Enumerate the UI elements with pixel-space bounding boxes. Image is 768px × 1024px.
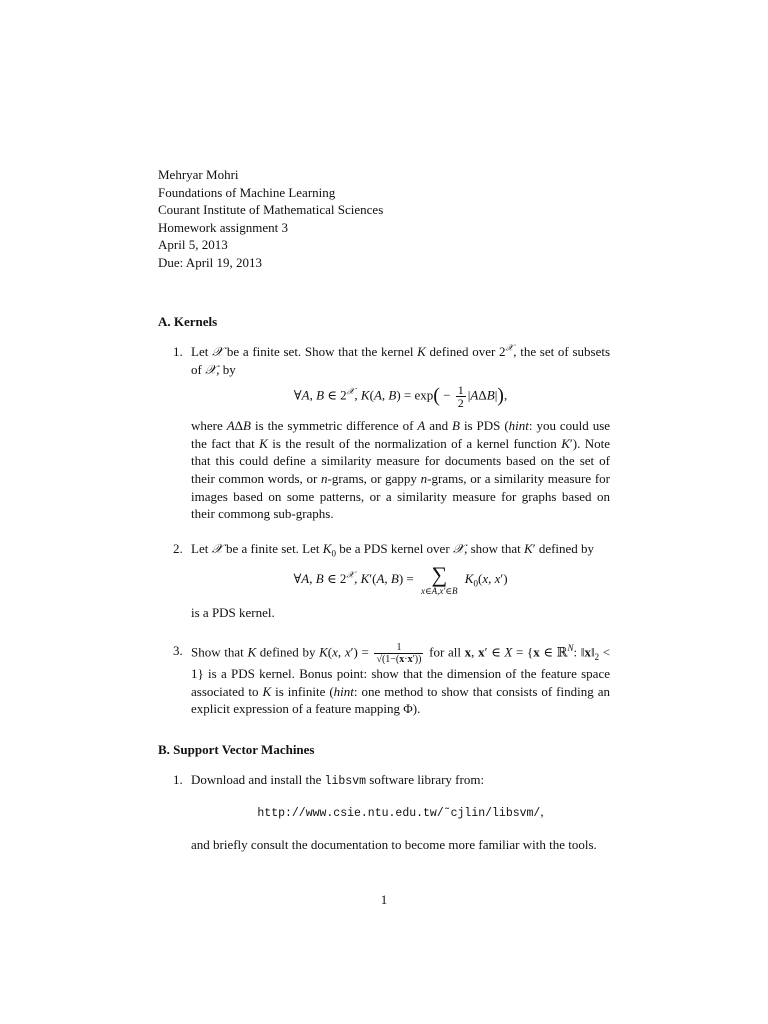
kernel-equation-2: ∀A, B ∈ $2^𝒳$, K′(A, B) = ∑ x∈A,x′∈B $K_0(x$, x′)	[293, 561, 508, 596]
page-number: 1	[380, 892, 388, 907]
item-body: Let 𝒳 be a finite set. Show that the kernel K defined over $2^𝒳$, the set of subsets of 𝒳, by ∀A, B ∈ $2^𝒳$, K(A, B) = exp( − $\frac{1}{2}$ |AΔB|), where AΔB is the symmetric difference of A and B is PDS (hint: you could use the fact that K is the result of the normalization of a kernel function K′). Note that this could define a similarity measure for documents based on the set of their common words, or n-grams, or gappy n-grams, or a similarity measure for images based on some patterns, or a similarity measure for graphs based on their commong sub-graphs.	[191, 342, 611, 522]
libsvm-url[interactable]: http://www.csie.ntu.edu.tw/˜cjlin/libsvm/	[257, 806, 541, 820]
item-body: Download and install the libsvm software library from: http://www.csie.ntu.edu.tw/˜cjlin/libsvm/, and briefly consult the documentation to become more familiar with the tools.	[191, 771, 610, 854]
section-a-item-2	[173, 540, 610, 621]
kernel-equation-1: ∀A, B ∈ $2^𝒳$, K(A, B) = exp( − $\frac{1}{2}$ |AΔB|),	[293, 383, 508, 411]
section-a-item-1	[173, 343, 610, 523]
section-a-item-3	[173, 642, 610, 718]
item-number: 1.	[173, 344, 183, 359]
institute-name: Courant Institute of Mathematical Sciences	[158, 202, 384, 218]
course-name: Foundations of Machine Learning	[158, 184, 336, 200]
due-date: Due: April 19, 2013	[158, 254, 262, 270]
section-b-title: B. Support Vector Machines	[158, 742, 315, 757]
item-number: 3.	[173, 643, 183, 658]
section-b-item-1	[173, 771, 610, 854]
item-number: 2.	[173, 541, 183, 556]
libsvm-name: libsvm	[324, 775, 367, 788]
author-name: Mehryar Mohri	[158, 167, 239, 182]
item-body: Show that K defined by K(x, x′) = $\frac{1}{√(1-(x\cdot x'))}$ for all x, x′ ∈ X = {x ∈ ℝ$^N$: $‖x‖_2 < 1$} is a PDS kernel. Bonus point: show that the dimension of the feature space associated to K is infinite (hint: one method to show that consists of finding an explicit expression of a feature mapping Φ).	[191, 642, 611, 717]
url-line: http://www.csie.ntu.edu.tw/˜cjlin/libsvm/,	[257, 803, 544, 820]
item-number: 1.	[173, 772, 183, 787]
issue-date: April 5, 2013	[158, 237, 228, 253]
section-a-title: A. Kernels	[158, 314, 218, 329]
item-body: Let 𝒳 be a finite set. Let $K_0$ be a PDS kernel over 𝒳, show that K′ defined by ∀A, B ∈ $2^𝒳$, K′(A, B) = ∑ x∈A,x′∈B $K_0(x$, x′) is a PDS kernel.	[191, 540, 610, 621]
document-header	[158, 166, 383, 272]
assignment-title: Homework assignment 3	[158, 219, 288, 235]
